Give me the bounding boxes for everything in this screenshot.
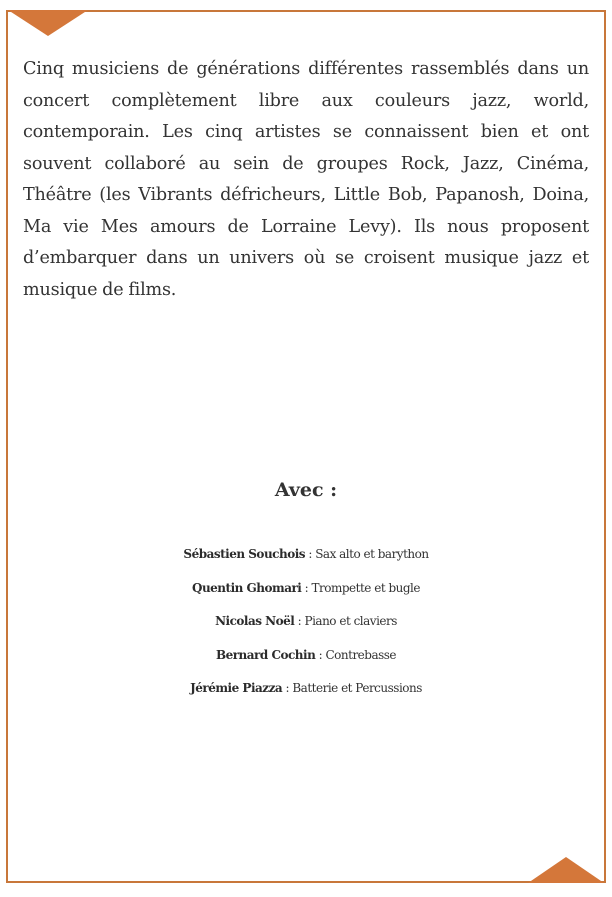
musician-name: Nicolas Noël [215,614,295,628]
musician-item [0,605,612,639]
musician-item [0,672,612,706]
musician-name: Sébastien Souchois [183,547,306,561]
musician-separator: : [305,547,316,561]
musician-separator: : [282,681,293,695]
musician-item [0,538,612,572]
musician-name: Bernard Cochin [215,647,316,662]
musician-separator: : [301,580,312,595]
musician-name: Quentin Ghomari [191,580,302,595]
musician-role: Trompette et bugle [311,580,420,595]
musician-item [0,639,612,673]
with-label-heading: Avec : [274,479,338,501]
description-paragraph: Cinq musiciens de générations différentes rassemblés dans un concert complètement libre aux couleurs jazz, world, contemporain. Les cinq artistes se connaissent bien et ont souvent collaboré au sein de groupes Rock, Jazz, Cinéma, Théâtre (les Vibrants défricheurs, Little Bob, Papanosh, Doina, Ma vie Mes amours de Lorraine Levy). Ils nous proposent d’embarquer dans un univers où se croisent musique jazz et musique de films. [23,59,589,300]
musician-role: Contrebasse [325,647,397,662]
musician-role: Piano et claviers [304,614,397,628]
musician-item [0,572,612,606]
musician-role: Batterie et Percussions [292,681,422,695]
corner-triangle-top-decoration [8,10,88,36]
corner-triangle-bottom-decoration [528,857,604,883]
musician-separator: : [315,647,326,662]
musician-role: Sax alto et barython [315,547,429,561]
musician-list [0,538,612,706]
musician-separator: : [294,614,305,628]
musician-name: Jérémie Piazza [190,681,283,695]
